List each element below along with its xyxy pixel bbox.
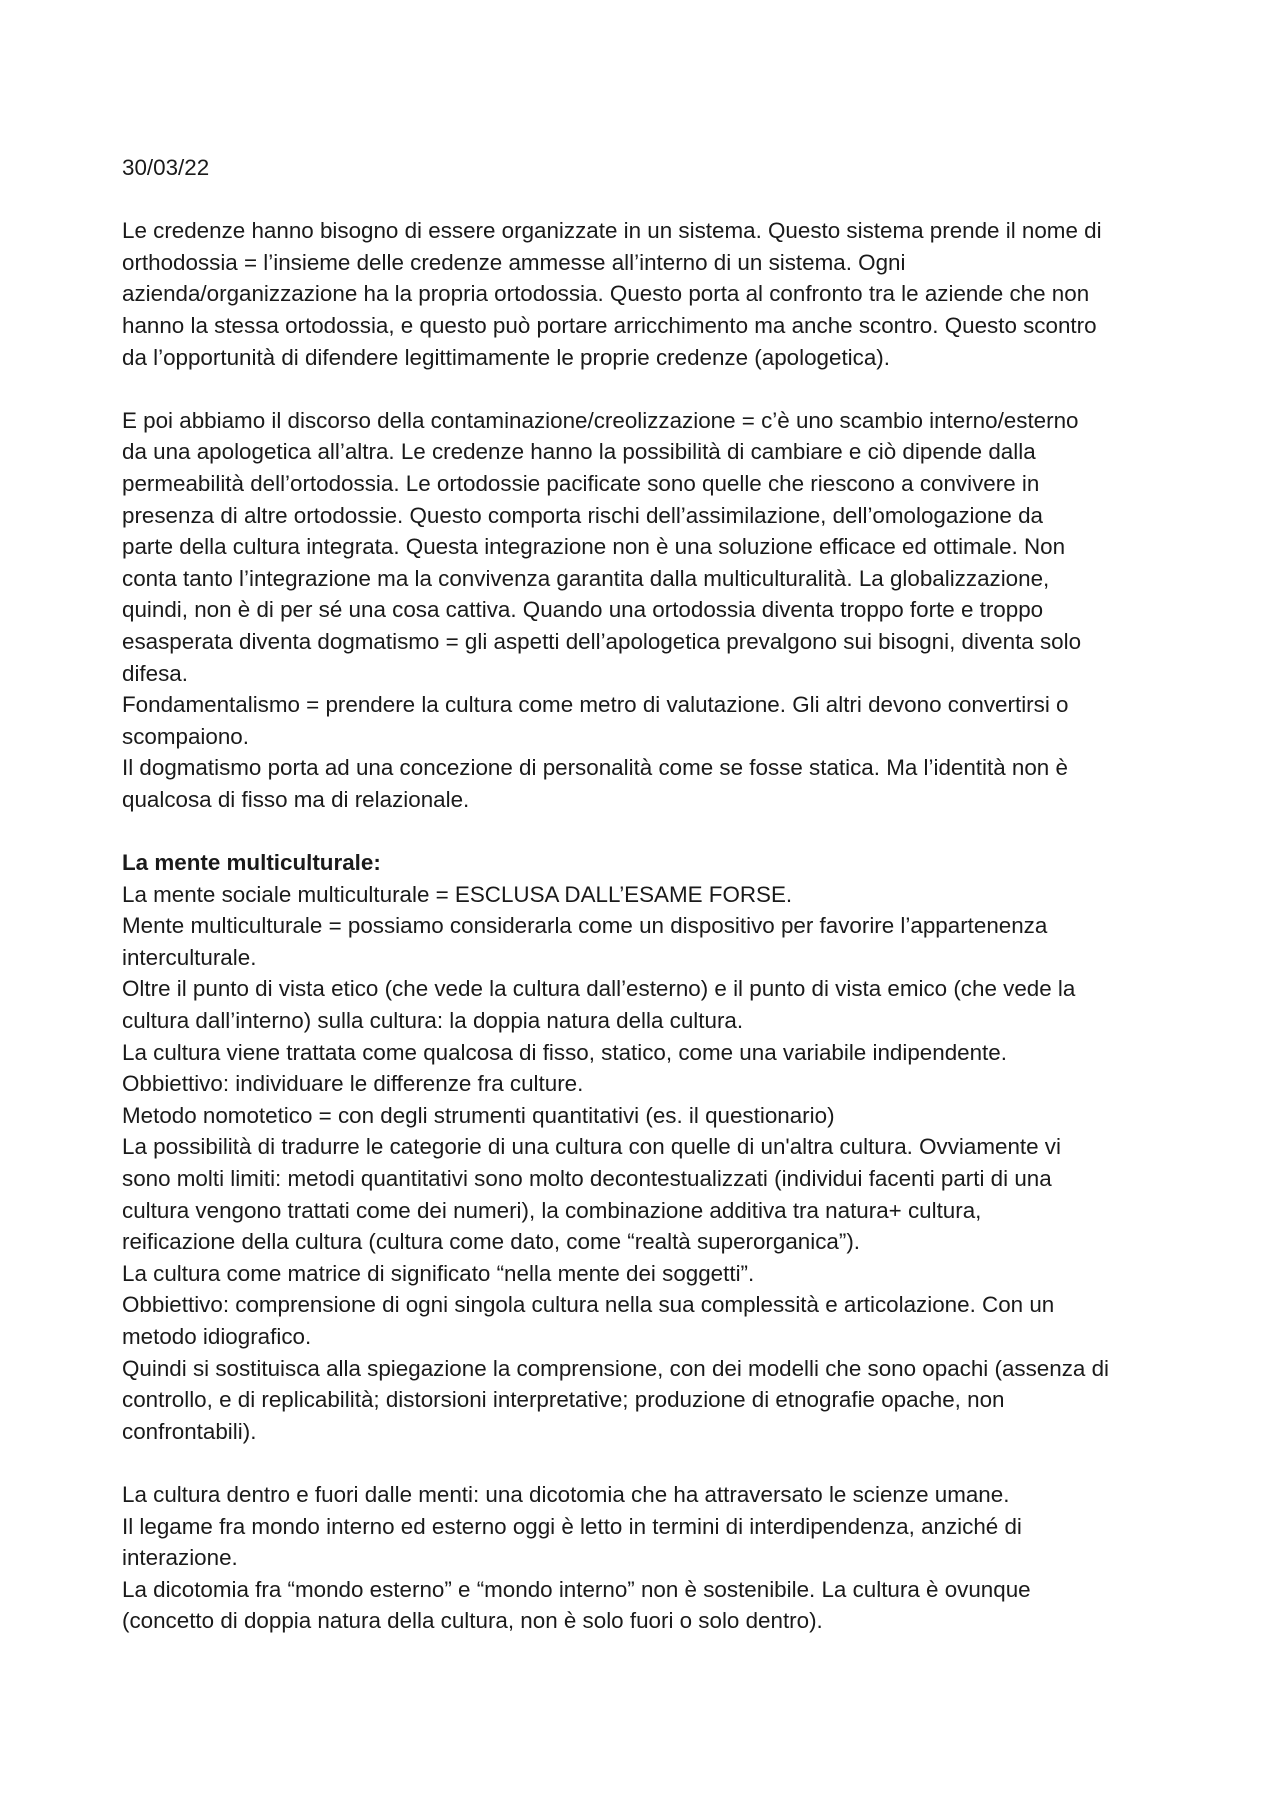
line-comprensione: Quindi si sostituisca alla spiegazione la comprensione, con dei modelli che sono opachi (assenza di controllo, e di replicabilità; distorsioni interpretative; produzione di etnografie opache, non confrontabili). [122, 1355, 1109, 1444]
line-cultura-fissa: La cultura viene trattata come qualcosa di fisso, statico, come una variabile indipendente. [122, 1039, 1007, 1065]
spacer [122, 184, 1172, 216]
line-matrice-significato: La cultura come matrice di significato “nella mente dei soggetti”. [122, 1260, 755, 1286]
section-heading: La mente multiculturale: [122, 850, 381, 876]
document-date: 30/03/22 [122, 155, 210, 180]
line-metodo-nomotetico: Metodo nomotetico = con degli strumenti quantitativi (es. il questionario) [122, 1102, 835, 1128]
spacer [122, 815, 1172, 847]
document-page [122, 152, 1172, 1637]
spacer [122, 373, 1172, 405]
spacer [122, 1447, 1172, 1479]
paragraph-dentro-fuori: La cultura dentro e fuori dalle menti: una dicotomia che ha attraversato le scienze umane. [122, 1481, 1010, 1507]
paragraph-dicotomia: La dicotomia fra “mondo esterno” e “mondo interno” non è sostenibile. La cultura è ovunque (concetto di doppia natura della cultura, non è solo fuori o solo dentro). [122, 1576, 1031, 1634]
line-obbiettivo-1: Obbiettivo: individuare le differenze fra culture. [122, 1071, 584, 1097]
line-obbiettivo-2: Obbiettivo: comprensione di ogni singola cultura nella sua complessità e articolazione. Con un metodo idiografico. [122, 1292, 1055, 1349]
line-tradurre-categorie: La possibilità di tradurre le categorie di una cultura con quelle di un'altra cultura. Ovviamente vi sono molti limiti: metodi quantitativi sono molto decontestualizzati (individui facenti parti di una cultura vengono trattati come dei numeri), la combinazione additiva tra natura+ cultura, reificazione della cultura (cultura come dato, come “realtà superorganica”). [122, 1134, 1061, 1255]
line-mente-sociale: La mente sociale multiculturale = ESCLUSA DALL’ESAME FORSE. [122, 881, 793, 907]
paragraph-ortodossia: Le credenze hanno bisogno di essere organizzate in un sistema. Questo sistema prende il nome di orthodossia = l’insieme delle credenze ammesse all’interno di un sistema. Ogni azienda/organizzazione ha la propria ortodossia. Questo porta al confronto tra le aziende che non hanno la stessa ortodossia, e questo può portare arricchimento ma anche scontro. Questo scontro da l’opportunità di difendere legittimamente le proprie credenze (apologetica). [122, 218, 1102, 370]
paragraph-legame: Il legame fra mondo interno ed esterno oggi è letto in termini di interdipendenza, anziché di interazione. [122, 1513, 1022, 1571]
paragraph-contaminazione: E poi abbiamo il discorso della contaminazione/creolizzazione = c’è uno scambio interno/esterno da una apologetica all’altra. Le credenze hanno la possibilità di cambiare e ciò dipende dalla permeabilità dell’ortodossia. Le ortodossie pacificate sono quelle che riescono a convivere in presenza di altre ortodossie. Questo comporta rischi dell’assimilazione, dell’omologazione da parte della cultura integrata. Questa integrazione non è una soluzione efficace ed ottimale. Non conta tanto l’integrazione ma la convivenza garantita dalla multiculturalità. La globalizzazione, quindi, non è di per sé una cosa cattiva. Quando una ortodossia diventa troppo forte e troppo esasperata diventa dogmatismo = gli aspetti dell’apologetica prevalgono sui bisogni, diventa solo difesa. [122, 407, 1082, 686]
paragraph-fondamentalismo: Fondamentalismo = prendere la cultura come metro di valutazione. Gli altri devono convertirsi o scompaiono. [122, 692, 1069, 749]
line-mente-multiculturale: Mente multiculturale = possiamo considerarla come un dispositivo per favorire l’appartenenza interculturale. [122, 913, 1048, 970]
line-etico-emico: Oltre il punto di vista etico (che vede la cultura dall’esterno) e il punto di vista emico (che vede la cultura dall’interno) sulla cultura: la doppia natura della cultura. [122, 976, 1076, 1034]
paragraph-dogmatismo: Il dogmatismo porta ad una concezione di personalità come se fosse statica. Ma l’identità non è qualcosa di fisso ma di relazionale. [122, 755, 1068, 812]
